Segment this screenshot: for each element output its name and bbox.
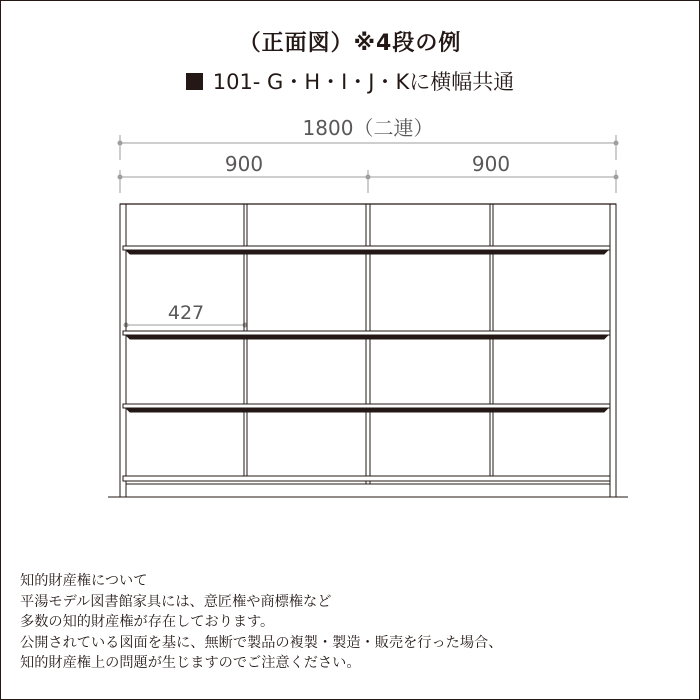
ip-notice xyxy=(20,571,502,674)
right-unit-width-label: 900 xyxy=(471,152,511,176)
dimension-lines xyxy=(118,135,618,327)
dimension-dot xyxy=(118,141,122,145)
shelf-board-3 xyxy=(123,404,610,408)
shelf-board-1 xyxy=(123,246,610,250)
dimension-dot xyxy=(614,175,618,179)
subtitle-text: 101- G・H・I・J・Kに横幅共通 xyxy=(212,70,515,94)
left-unit-width-label: 900 xyxy=(224,152,264,176)
notice-line: 知的財産権について xyxy=(20,573,148,589)
dimension-dot xyxy=(614,141,618,145)
shelf-board-1-edge xyxy=(126,250,608,254)
bottom-board xyxy=(123,476,610,481)
notice-line: 平湯モデル図書館家具には、意匠権や商標権など xyxy=(20,593,332,610)
shelf-board-2-edge xyxy=(126,335,608,339)
dimension-dot xyxy=(118,175,122,179)
shelf-board-2 xyxy=(123,331,610,335)
notice-line: 多数の知的財産権が存在しております。 xyxy=(20,614,275,630)
right-side-panel xyxy=(610,204,616,497)
notice-line: 知的財産権上の問題が生じますのでご注意ください。 xyxy=(20,655,361,671)
drawing-title: （正面図）※4段の例 xyxy=(238,31,462,56)
notice-line: 公開されている図面を基に、無断で製品の複製・製造・販売を行った場合、 xyxy=(20,634,503,651)
shelf-board-3-edge xyxy=(126,408,608,412)
dimension-dot xyxy=(366,175,370,179)
compartment-width-label: 427 xyxy=(167,302,205,324)
total-width-label: 1800（二連） xyxy=(302,116,434,140)
